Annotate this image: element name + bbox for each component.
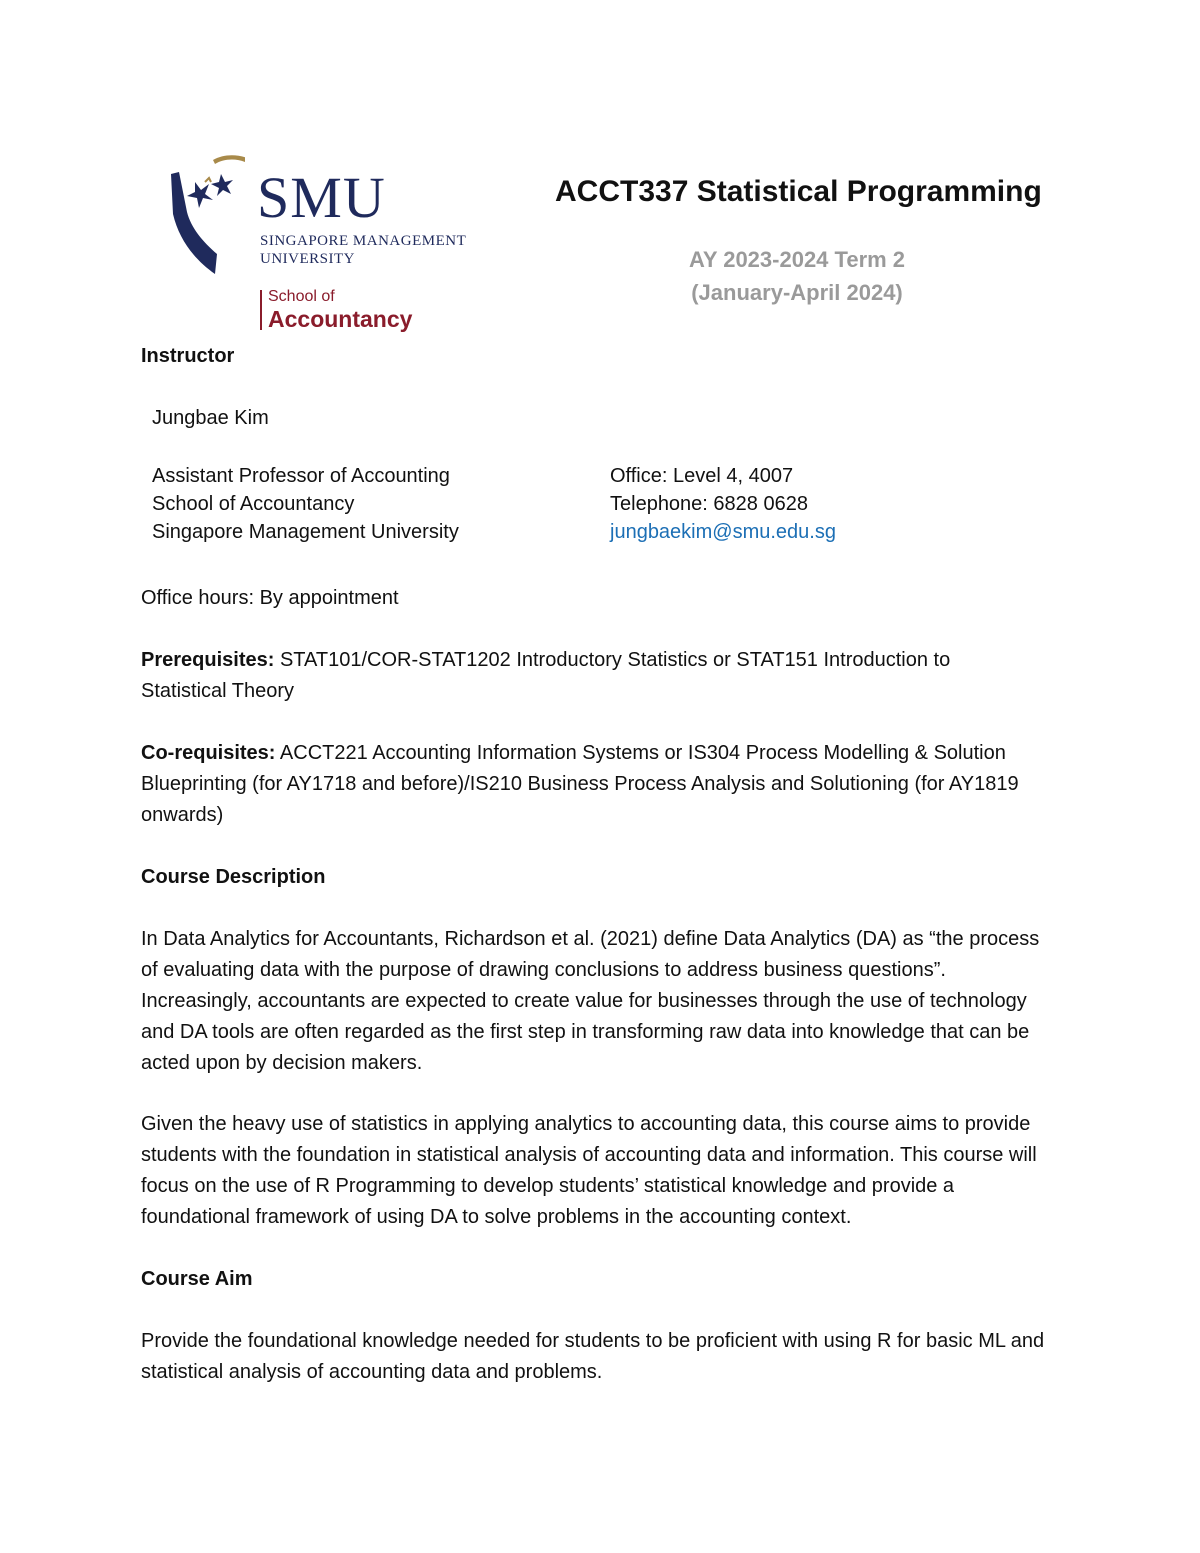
university-line-1: SINGAPORE MANAGEMENT xyxy=(260,233,467,249)
instructor-telephone: Telephone: 6828 0628 xyxy=(610,493,808,515)
instructor-office: Office: Level 4, 4007 xyxy=(610,465,794,487)
course-description-paragraph-1: In Data Analytics for Accountants, Richardson et al. (2021) define Data Analytics (DA) as “the process of evaluating data with the purpose of drawing conclusions to address business questions”. Increasingly, accountants are expected to create value for businesses through the use of technology and DA tools are often regarded as the first step in transforming raw data into knowledge that can be acted upon by decision makers. xyxy=(141,928,1040,1074)
course-term: AY 2023-2024 Term 2 xyxy=(688,247,906,272)
prerequisites xyxy=(141,645,1021,707)
instructor-school: School of Accountancy xyxy=(152,493,355,515)
school-of-label: School of xyxy=(268,288,335,305)
smu-logo xyxy=(165,152,485,337)
smu-crest-icon xyxy=(165,152,245,277)
school-divider xyxy=(260,290,262,330)
school-name: Accountancy xyxy=(268,306,413,332)
prerequisites-text: STAT101/COR-STAT1202 Introductory Statistics or STAT151 Introduction to Statistical Theory xyxy=(141,649,951,702)
instructor-email-link[interactable]: jungbaekim@smu.edu.sg xyxy=(610,521,836,543)
corequisites-label: Co-requisites: xyxy=(141,742,276,764)
course-aim-heading: Course Aim xyxy=(141,1268,253,1290)
smu-wordmark: SMU xyxy=(257,165,386,230)
corequisites xyxy=(141,738,1061,831)
office-hours: Office hours: By appointment xyxy=(141,587,399,609)
instructor-university: Singapore Management University xyxy=(152,521,459,543)
instructor-title: Assistant Professor of Accounting xyxy=(152,465,450,487)
course-dates: (January-April 2024) xyxy=(691,280,903,305)
prerequisites-label: Prerequisites: xyxy=(141,649,275,671)
instructor-name: Jungbae Kim xyxy=(152,407,269,429)
course-title: ACCT337 Statistical Programming xyxy=(555,175,1042,208)
corequisites-text: ACCT221 Accounting Information Systems or IS304 Process Modelling & Solution Blueprinting (for AY1718 and before)/IS210 Business Process Analysis and Solutioning (for AY1819 onwards) xyxy=(141,742,1019,826)
course-description-heading: Course Description xyxy=(141,866,326,888)
course-description-paragraph-2: Given the heavy use of statistics in applying analytics to accounting data, this course aims to provide students with the foundation in statistical analysis of accounting data and information. This course will focus on the use of R Programming to develop students’ statistical knowledge and provide a foundational framework of using DA to solve problems in the accounting context. xyxy=(141,1113,1037,1228)
university-line-2: UNIVERSITY xyxy=(260,251,355,267)
instructor-heading: Instructor xyxy=(141,345,235,367)
course-aim-text: Provide the foundational knowledge needed for students to be proficient with using R for basic ML and statistical analysis of accounting data and problems. xyxy=(141,1330,1045,1383)
